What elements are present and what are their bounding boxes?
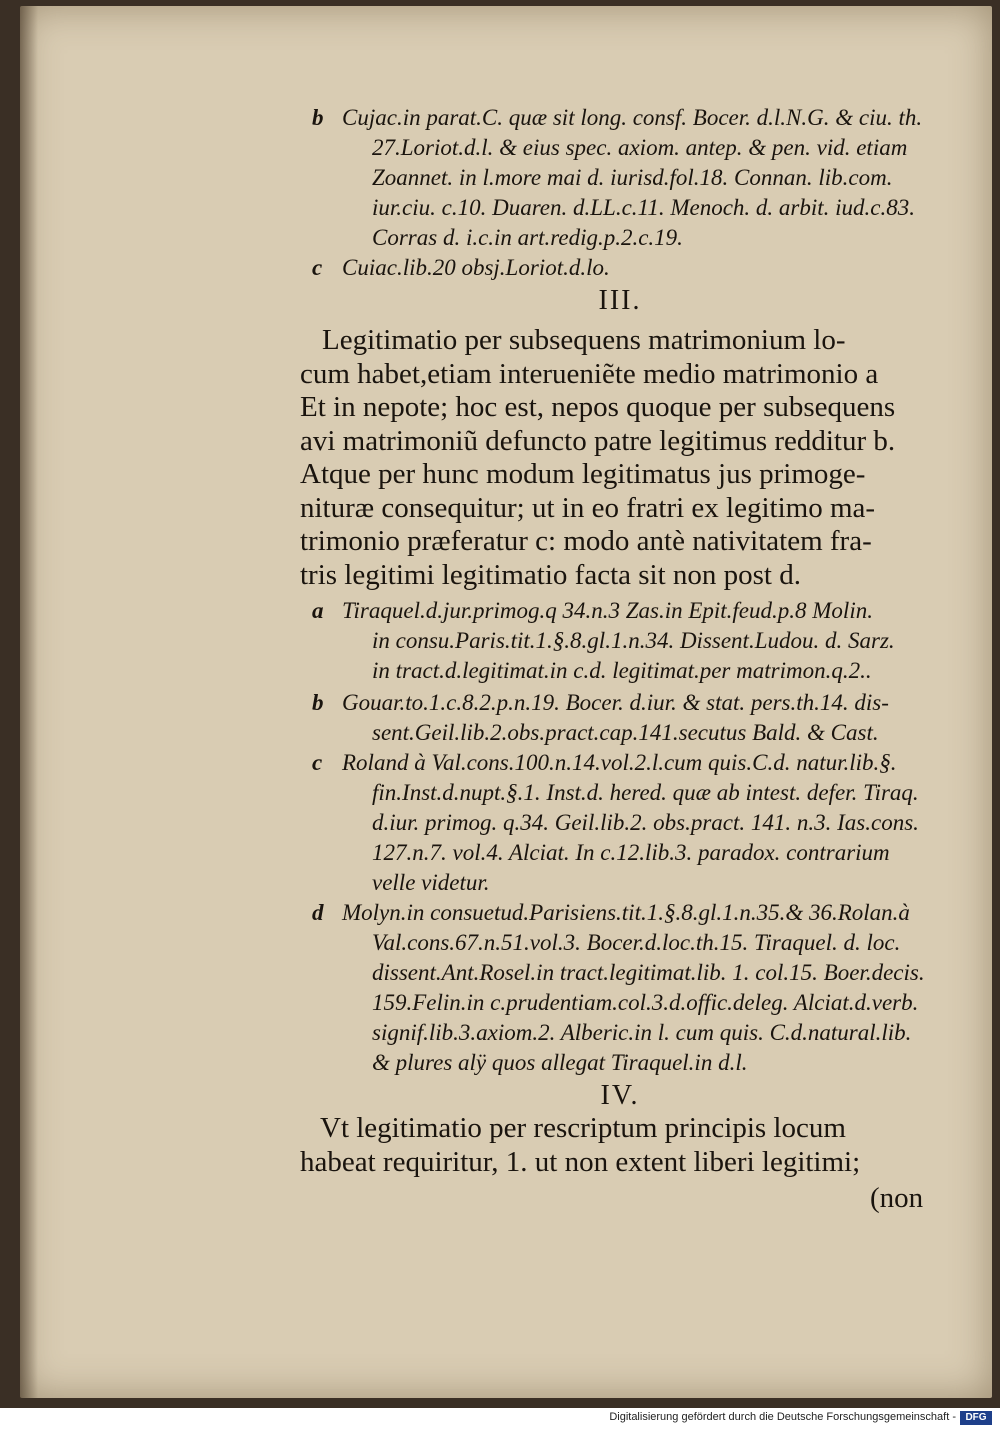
- paragraph-line: avi matrimoniũ defuncto patre legitimus redditur b.: [300, 424, 896, 457]
- catchword: (non: [870, 1182, 924, 1214]
- footnote-c: [312, 748, 919, 898]
- footnote-c-top: [312, 253, 610, 283]
- paragraph-line: habeat requiritur, 1. ut non extent liberi legitimi;: [300, 1145, 861, 1178]
- section-heading-IV: IV.: [600, 1080, 640, 1111]
- footnote-line: sent.Geil.lib.2.obs.pract.cap.141.secutus Bald. & Cast.: [372, 720, 879, 745]
- footnote-letter: a: [312, 598, 324, 623]
- footer-credit-text: Digitalisierung gefördert durch die Deutsche Forschungsgemeinschaft -: [609, 1411, 956, 1423]
- footnote-line: fin.Inst.d.nupt.§.1. Inst.d. hered. quæ ab intest. defer. Tiraq.: [372, 780, 919, 805]
- paragraph-line: tris legitimi legitimatio facta sit non post d.: [300, 558, 801, 591]
- footnote-line: dissent.Ant.Rosel.in tract.legitimat.lib. 1. col.15. Boer.decis.: [372, 960, 925, 985]
- footnote-line: d.iur. primog. q.34. Geil.lib.2. obs.pract. 141. n.3. Ias.cons.: [372, 810, 919, 835]
- footnote-b: [312, 688, 889, 748]
- footnote-line: 27.Loriot.d.l. & eius spec. axiom. antep. & pen. vid. etiam: [372, 135, 908, 160]
- footnote-line: in consu.Paris.tit.1.§.8.gl.1.n.34. Dissent.Ludou. d. Sarz.: [372, 628, 895, 653]
- paragraph-line: cum habet,etiam interueniẽte medio matrimonio a: [300, 357, 879, 390]
- footnote-a: [312, 596, 895, 686]
- digitization-footer: [0, 1408, 1000, 1429]
- footnote-line: Zoannet. in l.more mai d. iurisd.fol.18. Connan. lib.com.: [372, 165, 893, 190]
- footnote-line: Tiraquel.d.jur.primog.q 34.n.3 Zas.in Epit.feud.p.8 Molin.: [342, 598, 873, 623]
- paragraph-line: Legitimatio per subsequens matrimonium lo-: [322, 324, 846, 356]
- paragraph-line: Vt legitimatio per rescriptum principis locum: [320, 1112, 846, 1144]
- footnote-line: velle videtur.: [372, 870, 490, 895]
- footnote-letter: d: [312, 900, 324, 925]
- section-IV-paragraph: [300, 1112, 860, 1179]
- paragraph-line: Et in nepote; hoc est, nepos quoque per subsequens: [300, 391, 896, 423]
- footnote-d: [312, 898, 925, 1078]
- footnote-line: Cuiac.lib.20 obsj.Loriot.d.lo.: [342, 255, 610, 280]
- footnote-line: Molyn.in consuetud.Parisiens.tit.1.§.8.gl.1.n.35.& 36.Rolan.à: [342, 900, 910, 925]
- paragraph-line: nituræ consequitur; ut in eo fratri ex legitimo ma-: [300, 491, 876, 524]
- footnote-letter: c: [312, 255, 323, 280]
- footnote-line: 159.Felin.in c.prudentiam.col.3.d.offic.deleg. Alciat.d.verb.: [372, 990, 919, 1015]
- footnote-letter: b: [312, 105, 324, 130]
- footnote-letter: c: [312, 750, 323, 775]
- footnote-line: signif.lib.3.axiom.2. Alberic.in l. cum quis. C.d.natural.lib.: [372, 1020, 912, 1045]
- footnote-line: Cujac.in parat.C. quæ sit long. consf. Bocer. d.l.N.G. & ciu. th.: [342, 105, 923, 130]
- footnote-line: iur.ciu. c.10. Duaren. d.LL.c.11. Menoch. d. arbit. iud.c.83.: [372, 195, 916, 220]
- footnote-letter: b: [312, 690, 324, 715]
- footnote-line: Gouar.to.1.c.8.2.p.n.19. Bocer. d.iur. & stat. pers.th.14. dis-: [342, 690, 889, 715]
- footnote-line: Roland à Val.cons.100.n.14.vol.2.l.cum quis.C.d. natur.lib.§.: [342, 750, 897, 775]
- footnote-line: Val.cons.67.n.51.vol.3. Bocer.d.loc.th.15. Tiraquel. d. loc.: [372, 930, 901, 955]
- footnote-line: 127.n.7. vol.4. Alciat. In c.12.lib.3. paradox. contrarium: [372, 840, 890, 865]
- footnote-line: in tract.d.legitimat.in c.d. legitimat.per matrimon.q.2..: [372, 658, 872, 683]
- section-III-paragraph: [300, 324, 895, 592]
- paragraph-line: trimonio præferatur c: modo antè nativitatem fra-: [300, 525, 872, 557]
- footnote-b-top: [312, 103, 923, 253]
- paragraph-line: Atque per hunc modum legitimatus jus primoge-: [300, 458, 866, 490]
- dfg-logo[interactable]: DFG: [960, 1411, 992, 1425]
- footnote-line: Corras d. i.c.in art.redig.p.2.c.19.: [372, 225, 683, 250]
- footnote-line: & plures alÿ quos allegat Tiraquel.in d.l.: [372, 1050, 748, 1075]
- section-heading-III: III.: [598, 285, 642, 316]
